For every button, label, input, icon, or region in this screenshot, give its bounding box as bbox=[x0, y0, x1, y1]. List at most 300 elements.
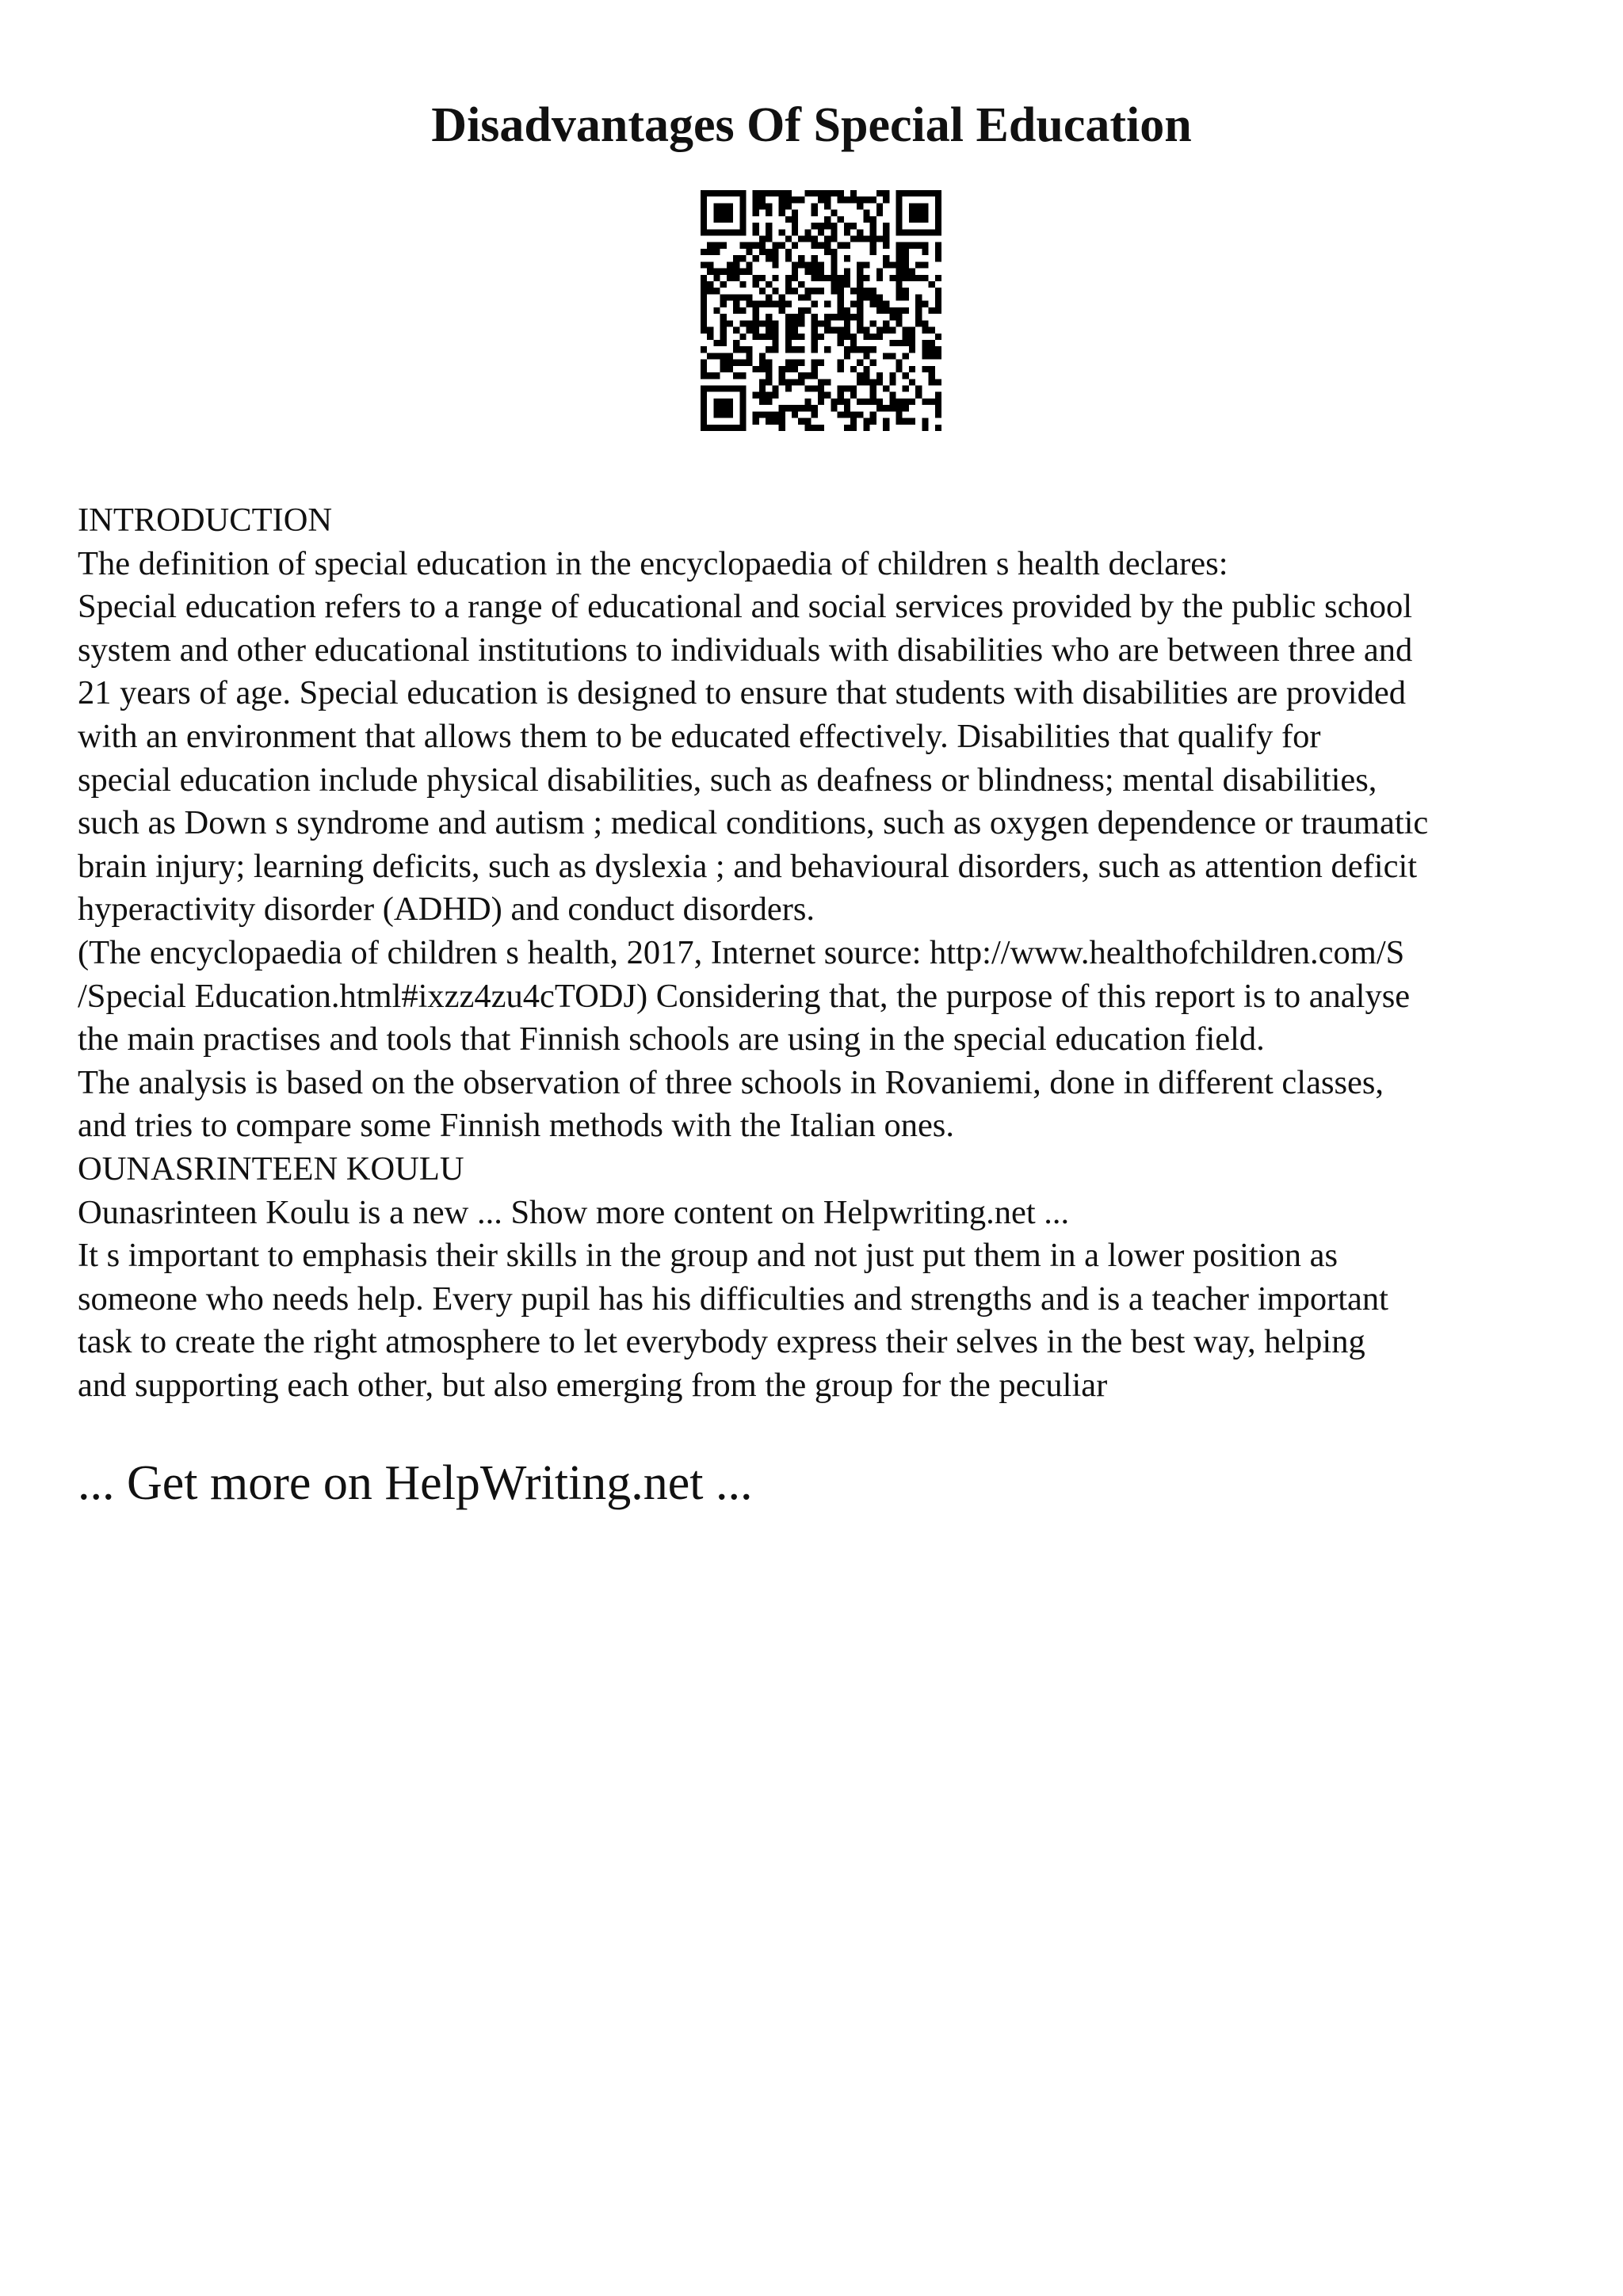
qr-module bbox=[785, 340, 792, 346]
qr-module bbox=[896, 210, 902, 216]
qr-module bbox=[844, 269, 850, 275]
qr-module bbox=[818, 360, 824, 366]
qr-module bbox=[747, 242, 753, 249]
qr-module bbox=[903, 307, 909, 314]
qr-module bbox=[903, 399, 909, 405]
qr-module bbox=[701, 425, 707, 431]
qr-module bbox=[713, 275, 720, 281]
qr-module bbox=[727, 360, 733, 366]
qr-module bbox=[739, 307, 746, 314]
qr-module bbox=[798, 379, 804, 385]
qr-module bbox=[818, 190, 824, 196]
qr-module bbox=[812, 242, 818, 249]
qr-module bbox=[766, 360, 772, 366]
qr-module bbox=[857, 236, 863, 242]
qr-module bbox=[903, 275, 909, 281]
qr-module bbox=[935, 275, 941, 281]
qr-module bbox=[909, 210, 915, 216]
qr-module bbox=[792, 360, 798, 366]
qr-module bbox=[818, 288, 824, 294]
qr-module bbox=[727, 261, 733, 268]
qr-module bbox=[929, 307, 935, 314]
qr-module bbox=[863, 353, 869, 359]
qr-module bbox=[844, 353, 850, 359]
qr-module bbox=[838, 392, 844, 399]
qr-module bbox=[831, 288, 837, 294]
qr-module bbox=[701, 288, 707, 294]
qr-module bbox=[818, 399, 824, 405]
qr-module bbox=[915, 261, 922, 268]
qr-module bbox=[838, 275, 844, 281]
qr-module bbox=[876, 307, 883, 314]
qr-module bbox=[727, 353, 733, 359]
qr-module bbox=[876, 301, 883, 307]
body-line: with an environment that allows them to be educated effectively. Disabilities that qualify for bbox=[78, 717, 1321, 755]
qr-module bbox=[838, 334, 844, 340]
qr-module bbox=[935, 294, 941, 300]
qr-module bbox=[863, 366, 869, 372]
qr-module bbox=[812, 301, 818, 307]
body-line: hyperactivity disorder (ADHD) and conduct disorders. bbox=[78, 891, 815, 929]
qr-module bbox=[838, 294, 844, 300]
qr-module bbox=[844, 346, 850, 353]
qr-module bbox=[798, 281, 804, 288]
document-body bbox=[78, 499, 1568, 1407]
qr-module bbox=[831, 275, 837, 281]
qr-module bbox=[753, 301, 759, 307]
qr-module bbox=[727, 269, 733, 275]
body-line: special education include physical disabilities, such as deafness or blindness; mental disabilities, bbox=[78, 761, 1377, 799]
qr-module bbox=[798, 360, 804, 366]
qr-module bbox=[766, 249, 772, 255]
qr-module bbox=[883, 353, 889, 359]
qr-module bbox=[915, 392, 922, 399]
qr-module bbox=[896, 255, 902, 261]
qr-module bbox=[896, 366, 902, 372]
qr-module bbox=[720, 327, 727, 334]
body-line: such as Down s syndrome and autism ; medical conditions, such as oxygen dependence or traumatic bbox=[78, 804, 1429, 842]
qr-module bbox=[798, 307, 804, 314]
qr-module bbox=[909, 399, 915, 405]
qr-module bbox=[753, 366, 759, 372]
qr-module bbox=[838, 307, 844, 314]
qr-module bbox=[804, 372, 811, 379]
citation-line: (The encyclopaedia of children s health, 2017, Internet source: http://www.healthofchildren.com/S bbox=[78, 933, 1405, 971]
qr-module bbox=[857, 275, 863, 281]
qr-module bbox=[903, 242, 909, 249]
qr-module bbox=[922, 261, 928, 268]
qr-module bbox=[857, 360, 863, 366]
qr-module bbox=[883, 301, 889, 307]
qr-module bbox=[870, 334, 876, 340]
qr-module bbox=[733, 269, 739, 275]
qr-module bbox=[747, 249, 753, 255]
qr-module bbox=[831, 399, 837, 405]
qr-module bbox=[753, 307, 759, 314]
qr-module bbox=[785, 301, 792, 307]
get-more-link[interactable]: ... Get more on HelpWriting.net ... bbox=[78, 1456, 753, 1510]
qr-module bbox=[818, 385, 824, 391]
qr-module bbox=[812, 269, 818, 275]
qr-module bbox=[804, 229, 811, 235]
qr-module bbox=[812, 320, 818, 326]
qr-module bbox=[701, 346, 707, 353]
qr-module bbox=[772, 411, 778, 418]
qr-module bbox=[876, 405, 883, 411]
qr-module bbox=[889, 314, 896, 320]
qr-module bbox=[772, 340, 778, 346]
qr-module bbox=[929, 379, 935, 385]
qr-module bbox=[863, 216, 869, 223]
qr-module bbox=[838, 385, 844, 391]
section-heading-ounasrinteen-koulu: OUNASRINTEEN KOULU bbox=[78, 1150, 464, 1188]
qr-module bbox=[903, 288, 909, 294]
qr-module bbox=[857, 399, 863, 405]
qr-module bbox=[863, 346, 869, 353]
qr-module bbox=[876, 275, 883, 281]
qr-module bbox=[876, 372, 883, 379]
qr-module bbox=[922, 249, 928, 255]
qr-module bbox=[772, 249, 778, 255]
qr-module bbox=[838, 399, 844, 405]
qr-module bbox=[929, 340, 935, 346]
qr-module bbox=[804, 288, 811, 294]
qr-module bbox=[935, 255, 941, 261]
qr-module bbox=[720, 281, 727, 288]
qr-module bbox=[772, 261, 778, 268]
qr-module bbox=[831, 223, 837, 229]
qr-module bbox=[798, 255, 804, 261]
qr-module bbox=[792, 327, 798, 334]
qr-module bbox=[863, 210, 869, 216]
qr-module bbox=[870, 360, 876, 366]
qr-module bbox=[766, 346, 772, 353]
qr-module bbox=[727, 411, 733, 418]
qr-module bbox=[896, 294, 902, 300]
qr-module bbox=[844, 411, 850, 418]
qr-module bbox=[701, 418, 707, 425]
qr-module bbox=[739, 360, 746, 366]
qr-module bbox=[798, 372, 804, 379]
qr-module bbox=[812, 288, 818, 294]
qr-module bbox=[798, 261, 804, 268]
qr-module bbox=[766, 190, 772, 196]
qr-module bbox=[804, 405, 811, 411]
qr-module bbox=[739, 405, 746, 411]
qr-module bbox=[707, 327, 713, 334]
qr-module bbox=[701, 327, 707, 334]
qr-module bbox=[922, 418, 928, 425]
qr-module bbox=[903, 255, 909, 261]
body-line: the main practises and tools that Finnish schools are using in the special education field. bbox=[78, 1020, 1265, 1058]
body-line: someone who needs help. Every pupil has his difficulties and strengths and is a teacher important bbox=[78, 1280, 1388, 1318]
qr-module bbox=[759, 385, 766, 391]
qr-module bbox=[896, 281, 902, 288]
qr-module bbox=[812, 255, 818, 261]
qr-module bbox=[733, 340, 739, 346]
qr-module bbox=[850, 288, 857, 294]
qr-module bbox=[701, 275, 707, 281]
qr-module bbox=[844, 399, 850, 405]
qr-module bbox=[863, 334, 869, 340]
qr-module bbox=[759, 190, 766, 196]
qr-module bbox=[804, 425, 811, 431]
qr-module bbox=[792, 288, 798, 294]
qr-module bbox=[792, 223, 798, 229]
qr-module bbox=[753, 334, 759, 340]
qr-module bbox=[785, 288, 792, 294]
qr-module bbox=[915, 320, 922, 326]
qr-module bbox=[766, 210, 772, 216]
body-line: system and other educational institutions to individuals with disabilities who are between three and bbox=[78, 631, 1413, 669]
qr-module bbox=[792, 216, 798, 223]
qr-module bbox=[935, 334, 941, 340]
qr-module bbox=[739, 392, 746, 399]
qr-module bbox=[876, 294, 883, 300]
qr-module bbox=[896, 340, 902, 346]
qr-module bbox=[929, 346, 935, 353]
qr-module bbox=[889, 307, 896, 314]
qr-module bbox=[701, 392, 707, 399]
qr-module bbox=[713, 203, 720, 209]
qr-module bbox=[792, 405, 798, 411]
qr-module bbox=[733, 301, 739, 307]
qr-module bbox=[720, 269, 727, 275]
qr-module bbox=[896, 275, 902, 281]
qr-module bbox=[753, 255, 759, 261]
qr-module bbox=[870, 229, 876, 235]
qr-module bbox=[739, 411, 746, 418]
qr-module bbox=[922, 301, 928, 307]
qr-module bbox=[909, 275, 915, 281]
qr-module bbox=[857, 203, 863, 209]
qr-module bbox=[915, 229, 922, 235]
qr-module bbox=[753, 210, 759, 216]
qr-module bbox=[870, 236, 876, 242]
qr-module bbox=[792, 411, 798, 418]
qr-module bbox=[701, 314, 707, 320]
qr-module bbox=[922, 216, 928, 223]
qr-module bbox=[772, 385, 778, 391]
qr-module bbox=[915, 307, 922, 314]
qr-module bbox=[701, 320, 707, 326]
qr-module bbox=[831, 281, 837, 288]
body-line: It s important to emphasis their skills in the group and not just put them in a lower position as bbox=[78, 1237, 1338, 1275]
qr-module bbox=[739, 203, 746, 209]
qr-module bbox=[727, 405, 733, 411]
qr-module bbox=[929, 327, 935, 334]
qr-module bbox=[720, 353, 727, 359]
qr-module bbox=[739, 216, 746, 223]
qr-module bbox=[759, 334, 766, 340]
qr-module bbox=[766, 320, 772, 326]
qr-module bbox=[909, 418, 915, 425]
qr-module bbox=[903, 385, 909, 391]
qr-module bbox=[824, 327, 831, 334]
qr-module bbox=[798, 346, 804, 353]
qr-module bbox=[922, 275, 928, 281]
qr-module bbox=[870, 418, 876, 425]
qr-module bbox=[909, 242, 915, 249]
qr-module bbox=[909, 340, 915, 346]
qr-module bbox=[883, 223, 889, 229]
body-line: Special education refers to a range of educational and social services provided by the public school bbox=[78, 588, 1413, 626]
qr-module bbox=[870, 392, 876, 399]
qr-module bbox=[766, 255, 772, 261]
qr-module bbox=[766, 334, 772, 340]
qr-module bbox=[779, 379, 785, 385]
qr-module bbox=[818, 392, 824, 399]
qr-module bbox=[759, 379, 766, 385]
qr-module bbox=[720, 385, 727, 391]
qr-module bbox=[876, 399, 883, 405]
qr-module bbox=[739, 229, 746, 235]
qr-module bbox=[857, 261, 863, 268]
qr-module bbox=[922, 366, 928, 372]
qr-module bbox=[838, 216, 844, 223]
qr-module bbox=[896, 249, 902, 255]
qr-module bbox=[798, 334, 804, 340]
qr-module bbox=[792, 229, 798, 235]
qr-module bbox=[713, 411, 720, 418]
qr-module bbox=[831, 314, 837, 320]
qr-module bbox=[850, 301, 857, 307]
qr-module bbox=[818, 269, 824, 275]
qr-module bbox=[772, 288, 778, 294]
qr-module bbox=[929, 366, 935, 372]
qr-module bbox=[766, 411, 772, 418]
qr-module bbox=[812, 372, 818, 379]
qr-module bbox=[889, 327, 896, 334]
body-line: The definition of special education in the encyclopaedia of children s health declares: bbox=[78, 544, 1228, 582]
qr-module bbox=[739, 399, 746, 405]
qr-module bbox=[818, 425, 824, 431]
qr-module bbox=[785, 346, 792, 353]
qr-module bbox=[713, 288, 720, 294]
qr-module bbox=[922, 320, 928, 326]
qr-module bbox=[909, 216, 915, 223]
qr-module bbox=[727, 229, 733, 235]
qr-module bbox=[812, 261, 818, 268]
qr-module bbox=[915, 275, 922, 281]
qr-module bbox=[909, 229, 915, 235]
qr-module bbox=[870, 346, 876, 353]
qr-module bbox=[883, 385, 889, 391]
qr-module bbox=[759, 360, 766, 366]
qr-module bbox=[701, 405, 707, 411]
qr-module bbox=[844, 327, 850, 334]
qr-module bbox=[779, 425, 785, 431]
qr-module bbox=[753, 229, 759, 235]
qr-module bbox=[785, 236, 792, 242]
qr-module bbox=[739, 425, 746, 431]
qr-module bbox=[903, 418, 909, 425]
qr-module bbox=[739, 385, 746, 391]
qr-module bbox=[766, 301, 772, 307]
qr-module bbox=[896, 242, 902, 249]
qr-module bbox=[909, 203, 915, 209]
qr-module bbox=[733, 261, 739, 268]
qr-module bbox=[870, 249, 876, 255]
qr-module bbox=[812, 190, 818, 196]
qr-module bbox=[903, 294, 909, 300]
qr-module bbox=[739, 418, 746, 425]
qr-module bbox=[824, 301, 831, 307]
qr-module bbox=[824, 320, 831, 326]
qr-module bbox=[838, 314, 844, 320]
qr-module bbox=[850, 366, 857, 372]
qr-module bbox=[818, 275, 824, 281]
qr-module bbox=[831, 405, 837, 411]
qr-module bbox=[876, 236, 883, 242]
qr-module bbox=[720, 340, 727, 346]
qr-module bbox=[812, 223, 818, 229]
qr-module bbox=[857, 229, 863, 235]
qr-module bbox=[883, 236, 889, 242]
qr-module bbox=[903, 340, 909, 346]
qr-module bbox=[798, 314, 804, 320]
qr-module bbox=[785, 249, 792, 255]
qr-module bbox=[812, 334, 818, 340]
qr-module bbox=[701, 229, 707, 235]
qr-module bbox=[753, 314, 759, 320]
qr-module bbox=[772, 242, 778, 249]
qr-module bbox=[720, 360, 727, 366]
qr-module bbox=[707, 249, 713, 255]
qr-module bbox=[727, 275, 733, 281]
qr-module bbox=[720, 399, 727, 405]
qr-module bbox=[747, 294, 753, 300]
qr-module bbox=[896, 203, 902, 209]
qr-module bbox=[701, 366, 707, 372]
qr-module bbox=[883, 320, 889, 326]
qr-module bbox=[701, 216, 707, 223]
qr-module bbox=[812, 327, 818, 334]
qr-module bbox=[792, 210, 798, 216]
qr-module bbox=[812, 411, 818, 418]
qr-module bbox=[876, 327, 883, 334]
qr-module bbox=[792, 334, 798, 340]
citation-line: /Special Education.html#ixzz4zu4cTODJ) Considering that, the purpose of this report is to analyse bbox=[78, 977, 1411, 1015]
qr-module bbox=[720, 210, 727, 216]
qr-module bbox=[850, 346, 857, 353]
qr-module bbox=[915, 385, 922, 391]
qr-module bbox=[844, 405, 850, 411]
qr-module bbox=[798, 405, 804, 411]
qr-module bbox=[818, 229, 824, 235]
qr-module bbox=[889, 340, 896, 346]
qr-module bbox=[812, 340, 818, 346]
qr-module bbox=[792, 269, 798, 275]
qr-module bbox=[747, 360, 753, 366]
qr-module bbox=[779, 196, 785, 203]
qr-module bbox=[857, 269, 863, 275]
qr-module bbox=[772, 255, 778, 261]
qr-module bbox=[896, 320, 902, 326]
qr-module bbox=[766, 294, 772, 300]
qr-module bbox=[883, 425, 889, 431]
qr-module bbox=[896, 405, 902, 411]
qr-module bbox=[747, 301, 753, 307]
qr-module bbox=[929, 229, 935, 235]
qr-module bbox=[850, 223, 857, 229]
qr-module bbox=[812, 275, 818, 281]
qr-module bbox=[759, 196, 766, 203]
qr-module bbox=[701, 196, 707, 203]
qr-module bbox=[713, 372, 720, 379]
qr-module bbox=[759, 353, 766, 359]
qr-module bbox=[747, 261, 753, 268]
